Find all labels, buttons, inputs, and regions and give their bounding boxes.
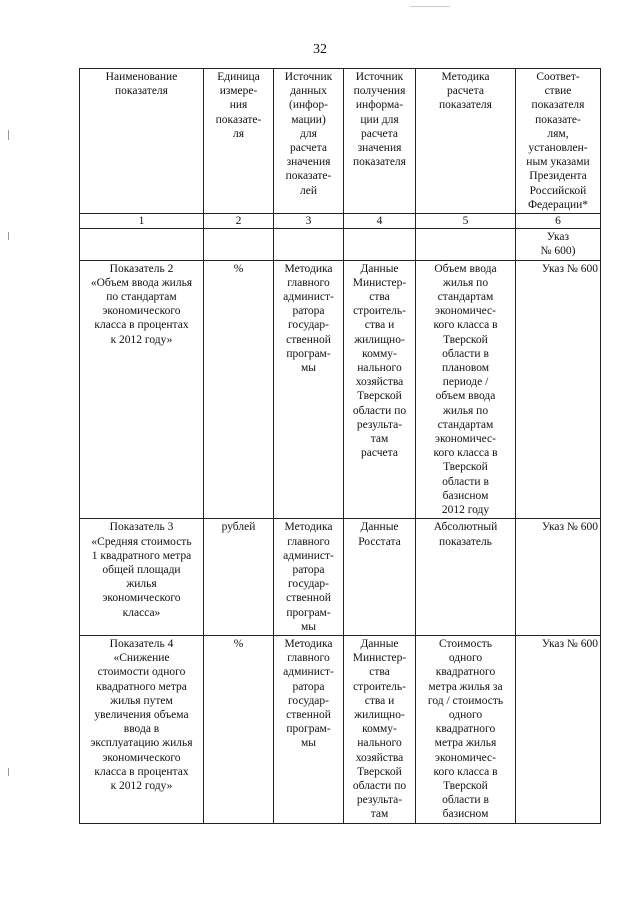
cell-name: [80, 229, 204, 260]
cell-decree: Указ № 600): [516, 229, 601, 260]
column-number: 3: [274, 214, 344, 229]
cell-info-source: [344, 229, 416, 260]
cell-name: Показатель 2 «Объем ввода жилья по стандартам экономического класса в процентах к 2012 году»: [80, 260, 204, 519]
page-number: 32: [313, 42, 327, 57]
cell-method: Стоимость одного квадратного метра жилья за год / стоимость одного квадратного метра жилья экономичес- кого класса в Тверской области в базисном: [416, 635, 516, 823]
cell-unit: %: [204, 260, 274, 519]
header-method: Методика расчета показателя: [416, 69, 516, 214]
cell-data-source: Методика главного админист- ратора государ- ственной програм- мы: [274, 260, 344, 519]
header-decree: Соответ- ствие показателя показате- лям, установлен- ным указами Президента Российской Федерации*: [516, 69, 601, 214]
scan-mark: [8, 130, 9, 140]
column-number: 6: [516, 214, 601, 229]
table-row: [80, 229, 601, 260]
cell-decree: Указ № 600: [516, 635, 601, 823]
scan-mark: [410, 6, 450, 7]
cell-name: Показатель 3 «Средняя стоимость 1 квадратного метра общей площади жилья экономического класса»: [80, 519, 204, 636]
header-data-source: Источник данных (инфор- мации) для расчета значения показате- лей: [274, 69, 344, 214]
table-header-row: [80, 69, 601, 214]
cell-data-source: Методика главного админист- ратора государ- ственной програм- мы: [274, 635, 344, 823]
header-unit: Единица измере- ния показате- ля: [204, 69, 274, 214]
cell-info-source: Данные Министер- ства строитель- ства и жилищно- комму- нального хозяйства Тверской области по результа- там расчета: [344, 260, 416, 519]
cell-decree: Указ № 600: [516, 260, 601, 519]
column-number: 4: [344, 214, 416, 229]
column-number: 5: [416, 214, 516, 229]
cell-unit: %: [204, 635, 274, 823]
cell-name: Показатель 4 «Снижение стоимости одного квадратного метра жилья путем увеличения объема ввода в эксплуатацию жилья экономического класса в процентах к 2012 году»: [80, 635, 204, 823]
cell-info-source: Данные Министер- ства строитель- ства и жилищно- комму- нального хозяйства Тверской области по результа- там: [344, 635, 416, 823]
cell-decree: Указ № 600: [516, 519, 601, 636]
table-row: [80, 519, 601, 636]
cell-unit: [204, 229, 274, 260]
header-indicator-name: Наименование показателя: [80, 69, 204, 214]
indicators-table: [79, 68, 601, 824]
cell-method: Объем ввода жилья по стандартам экономичес- кого класса в Тверской области в плановом периоде / объем ввода жилья по стандартам экономичес- кого класса в Тверской области в базисном 2012 году: [416, 260, 516, 519]
table-row: [80, 260, 601, 519]
cell-data-source: [274, 229, 344, 260]
column-number: 1: [80, 214, 204, 229]
cell-info-source: Данные Росстата: [344, 519, 416, 636]
cell-method: [416, 229, 516, 260]
column-number-row: [80, 214, 601, 229]
column-number: 2: [204, 214, 274, 229]
table-row: [80, 635, 601, 823]
cell-method: Абсолютный показатель: [416, 519, 516, 636]
scan-mark: [8, 768, 9, 776]
header-info-source: Источник получения информа- ции для расчета значения показателя: [344, 69, 416, 214]
cell-data-source: Методика главного админист- ратора государ- ственной програм- мы: [274, 519, 344, 636]
scan-mark: [8, 232, 9, 240]
cell-unit: рублей: [204, 519, 274, 636]
